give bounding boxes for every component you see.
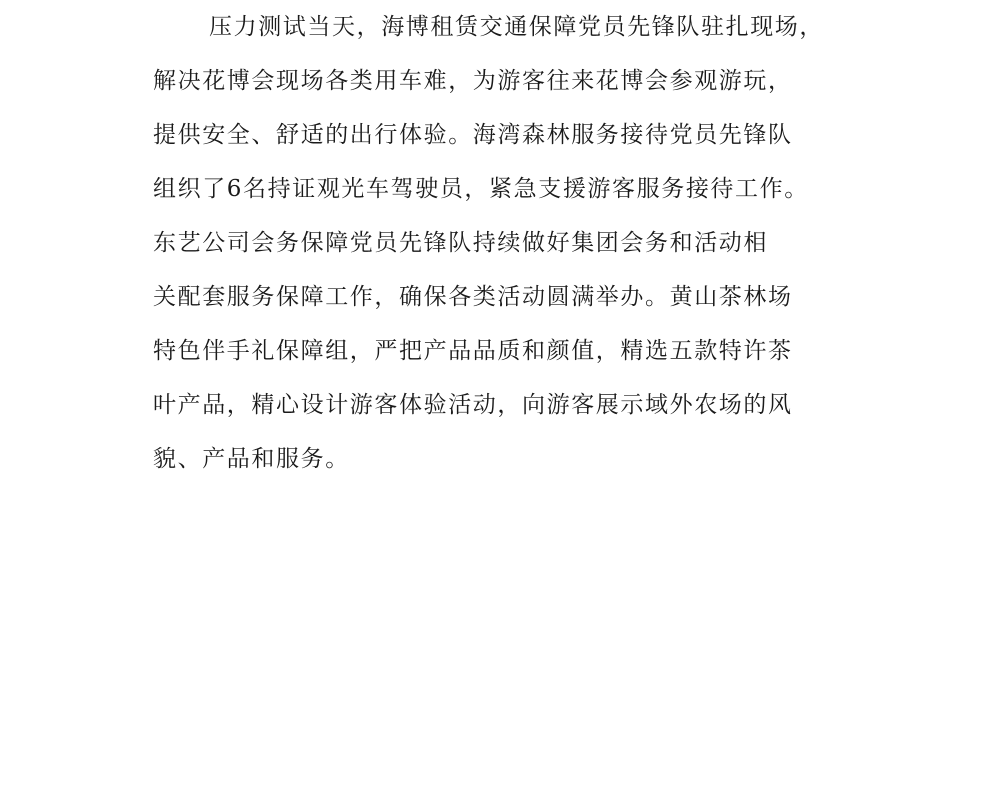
paragraph-line-3: 提供安全、舒适的出行体验。海湾森林服务接待党员先锋队 bbox=[153, 122, 793, 148]
paragraph-line-7: 特色伴手礼保障组，严把产品品质和颜值，精选五款特许茶 bbox=[153, 338, 793, 364]
paragraph-line-6: 关配套服务保障工作，确保各类活动圆满举办。黄山茶林场 bbox=[153, 284, 793, 310]
paragraph-line-5: 东艺公司会务保障党员先锋队持续做好集团会务和活动相 bbox=[153, 230, 768, 256]
body-paragraph bbox=[153, 0, 863, 486]
paragraph-line-4: 组织了6名持证观光车驾驶员，紧急支援游客服务接待工作。 bbox=[153, 176, 809, 202]
paragraph-line-8: 叶产品，精心设计游客体验活动，向游客展示域外农场的风 bbox=[153, 392, 793, 418]
paragraph-line-2: 解决花博会现场各类用车难，为游客往来花博会参观游玩， bbox=[153, 68, 793, 94]
paragraph-line-1: 压力测试当天，海博租赁交通保障党员先锋队驻扎现场， bbox=[209, 14, 824, 40]
paragraph-line-9: 貌、产品和服务。 bbox=[153, 446, 350, 472]
